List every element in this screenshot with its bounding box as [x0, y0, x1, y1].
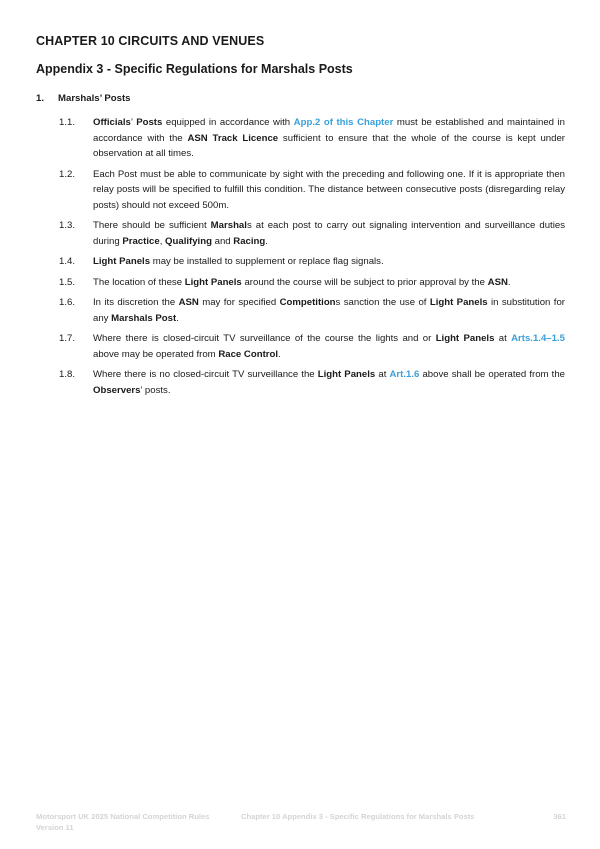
section-number: 1. — [36, 93, 45, 104]
defined-term: Observers — [93, 384, 141, 396]
footer-publication: Motorsport UK 2025 National Competition Rules — [36, 812, 210, 821]
clause-number: 1.2. — [59, 168, 76, 180]
clause-item — [59, 218, 565, 249]
clause-text-run: at — [375, 369, 390, 380]
footer-publication-block — [36, 811, 236, 833]
footer-page-number: 361 — [553, 812, 566, 821]
defined-term: Practice — [122, 235, 160, 247]
defined-term: Light Panels — [317, 369, 376, 380]
clause-text-run: ’ posts. — [140, 384, 171, 396]
clause-text-run: Where there is no closed-circuit TV surveillance the — [93, 369, 318, 380]
cross-reference-link[interactable]: Art.1.6 — [389, 369, 420, 380]
defined-term: Posts — [136, 117, 163, 128]
clause-number: 1.6. — [59, 297, 76, 308]
clause-text-run: s sanction the use of — [335, 297, 430, 308]
clause-number: 1.5. — [59, 276, 76, 288]
defined-term: Competition — [279, 297, 336, 308]
clause-text-run: may for specified — [198, 297, 280, 308]
clause-text-run: at — [494, 333, 512, 344]
clause-text — [93, 275, 565, 291]
clause-text-run: must be established and maintained in accordance with the — [93, 117, 565, 144]
clause-text-run: . — [176, 312, 179, 324]
clause-text — [93, 218, 565, 249]
clause-text-run: . — [278, 348, 281, 360]
clause-text-run: There should be sufficient — [93, 220, 211, 231]
defined-term: Qualifying — [165, 235, 212, 247]
clause-text — [93, 367, 565, 398]
clause-text — [93, 167, 565, 214]
defined-term: Officials — [93, 117, 131, 128]
clause-list — [59, 115, 565, 403]
clause-text-run: equipped in accordance with — [162, 117, 294, 128]
footer-section-title: Chapter 10 Appendix 3 - Specific Regulations for Marshals Posts — [241, 812, 475, 821]
clause-text — [93, 115, 565, 162]
clause-text-run: may be installed to supplement or replace flag signals. — [150, 256, 384, 267]
clause-item — [59, 331, 565, 362]
clause-item — [59, 295, 565, 326]
clause-item — [59, 367, 565, 398]
clause-text — [93, 295, 565, 326]
clause-text — [93, 254, 565, 270]
clause-text-run: above shall be operated from the — [419, 369, 565, 380]
clause-text-run: s at each post to carry out signaling intervention and surveillance duties during — [93, 220, 565, 247]
clause-item — [59, 254, 565, 270]
clause-number: 1.1. — [59, 117, 76, 128]
clause-text-run: . — [265, 235, 268, 247]
clause-text-run: in substitution for any — [93, 297, 565, 324]
cross-reference-link[interactable]: App.2 of this Chapter — [293, 117, 394, 128]
defined-term: Marshals Post — [111, 312, 177, 324]
clause-text-run: above may be operated from — [93, 348, 219, 360]
defined-term: Light Panels — [429, 297, 488, 308]
defined-term: Marshal — [210, 220, 247, 231]
clause-text-run: around the course will be subject to prior approval by the — [241, 276, 488, 288]
appendix-title: Appendix 3 - Specific Regulations for Marshals Posts — [36, 62, 353, 76]
clause-text-run: and — [211, 235, 234, 247]
clause-number: 1.3. — [59, 220, 76, 231]
clause-text-run: . — [507, 276, 511, 288]
defined-term: Light Panels — [93, 256, 151, 267]
cross-reference-link[interactable]: Arts.1.4–1.5 — [511, 333, 565, 344]
defined-term: Racing — [233, 235, 266, 247]
chapter-title: CHAPTER 10 CIRCUITS AND VENUES — [36, 34, 265, 48]
clause-text-run: Each Post must be able to communicate by sight with the preceding and following one. If it is appropriate then relay posts will be specified to fulfill this condition. The distance between consecutive posts (disregarding relay posts) should not exceed 500m. — [93, 168, 565, 211]
clause-number: 1.8. — [59, 369, 76, 380]
footer-version: Version 11 — [36, 823, 74, 832]
defined-term: Race Control — [218, 348, 279, 360]
clause-text-run: In its discretion the — [93, 297, 179, 308]
defined-term: ASN — [178, 297, 199, 308]
defined-term: ASN — [487, 276, 508, 288]
clause-item — [59, 275, 565, 291]
defined-term: Light Panels — [184, 276, 242, 288]
section-heading — [36, 93, 131, 104]
clause-number: 1.7. — [59, 333, 76, 344]
clause-number: 1.4. — [59, 256, 76, 267]
clause-text-run: Where there is closed-circuit TV surveillance of the course the lights and or — [93, 333, 436, 344]
section-title: Marshals’ Posts — [58, 93, 131, 104]
defined-term: ASN Track Licence — [187, 132, 279, 144]
clause-item — [59, 167, 565, 214]
clause-text-run: , — [159, 235, 166, 247]
clause-text — [93, 331, 565, 362]
clause-text-run: ’ — [130, 117, 137, 128]
defined-term: Light Panels — [435, 333, 495, 344]
clause-text-run: The location of these — [93, 276, 185, 288]
clause-item — [59, 115, 565, 162]
clause-text-run: sufficient to ensure that the whole of the course is kept under observation at all times. — [93, 132, 566, 159]
